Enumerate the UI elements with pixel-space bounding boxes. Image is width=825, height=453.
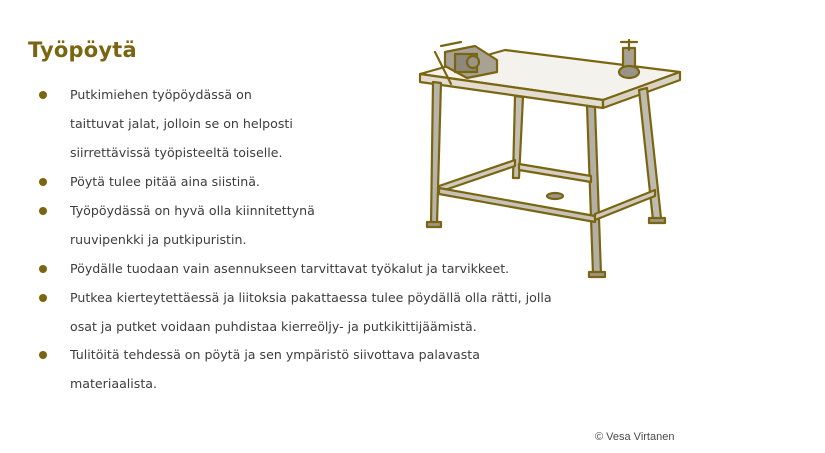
bullet-text: ruuvipenkki ja putkipuristin. [70,232,247,247]
bullet-text: siirrettävissä työpisteeltä toiselle. [70,145,283,160]
bullet-text: taittuvat jalat, jolloin se on helposti [70,116,293,131]
bullet-text: Pöydälle tuodaan vain asennukseen tarvittavat työkalut ja tarvikkeet. [70,261,510,276]
bullet-text: Työpöydässä on hyvä olla kiinnitettynä [70,203,315,218]
bullet-text: materiaalista. [70,376,158,391]
bullet-text: Putkea kierteytettäessä ja liitoksia pakattaessa tulee pöydällä olla rätti, jolla [70,290,552,305]
bullet-text: Tulitöitä tehdessä on pöytä ja sen ympäristö siivottava palavasta [70,347,480,362]
copyright-notice: © Vesa Virtanen [595,431,675,443]
bullet-dot [39,91,47,99]
bullet-dot [39,294,47,302]
bullet-dot [39,178,47,186]
bullet-dot [39,351,47,359]
slide-title: Työpöytä [28,38,137,62]
bullet-dot [39,265,47,273]
bullet-text: osat ja putket voidaan puhdistaa kierreöljy- ja putkikittijäämistä. [70,319,477,334]
bullet-text: Putkimiehen työpöydässä on [70,87,252,102]
bullet-dot [39,207,47,215]
bullet-text: Pöytä tulee pitää aina siistinä. [70,174,260,189]
